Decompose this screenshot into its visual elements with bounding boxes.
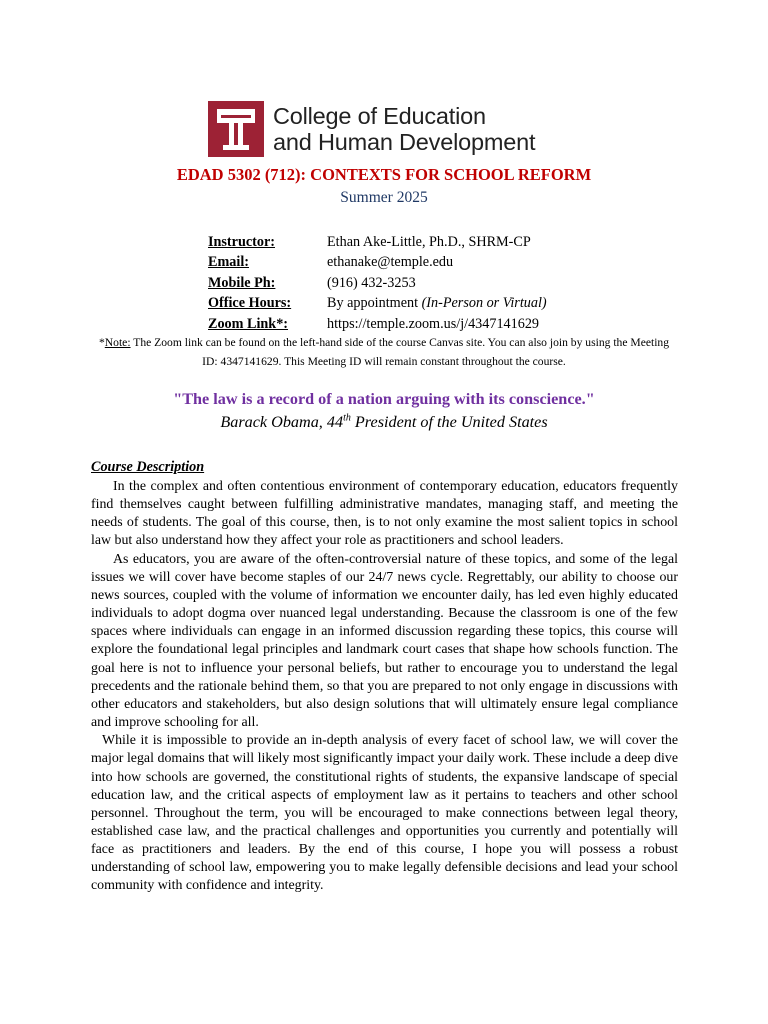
- college-logo: [208, 101, 535, 157]
- description-paragraph: In the complex and often contentious environment of contemporary education, educators frequently find themselves caught between fulfilling administrative mandates, managing staff, and meeting the needs of students. The goal of this course, then, is to not only examine the most salient topics in school law but also understand how they affect your role as practitioners and school leaders.: [91, 479, 678, 549]
- attribution-name: Barack Obama, 44: [220, 413, 344, 431]
- attribution-superscript: th: [343, 412, 351, 424]
- info-label: Mobile Ph:: [208, 274, 276, 291]
- zoom-note: [94, 334, 674, 371]
- note-asterisk: *: [98, 336, 105, 349]
- info-row-phone: [208, 273, 547, 294]
- phone-number: (916) 432-3253: [327, 274, 416, 291]
- info-label: Instructor:: [208, 233, 275, 250]
- course-term: Summer 2025: [340, 189, 428, 206]
- instructor-name: Ethan Ake-Little, Ph.D., SHRM-CP: [327, 233, 531, 250]
- info-row-instructor: [208, 232, 547, 253]
- temple-t-logo-icon: [208, 101, 264, 157]
- epigraph-attribution: [0, 413, 768, 432]
- section-heading-course-description: Course Description: [91, 459, 205, 475]
- office-hours-mode: (In-Person or Virtual): [421, 295, 547, 312]
- note-label: Note:: [104, 336, 131, 349]
- info-row-zoom: [208, 314, 547, 335]
- college-name-line-2: and Human Development: [273, 129, 536, 155]
- description-paragraph: As educators, you are aware of the often-controversial nature of these topics, and some of the legal issues we will cover have become staples of our 24/7 news cycle. Regrettably, our ability to choose our news sources, coupled with the volume of information we encounter daily, has led even highly educated individuals to adopt dogma over nuanced legal understanding. Because the classroom is one of the few spaces where individuals can engage in an informed discussion regarding these topics, this course will explore the foundational legal principles and landmark court cases that shape how schools function. The goal here is not to influence your personal beliefs, but rather to encourage you to understand the legal precedents and the rationale behind them, so that you are prepared to not only engage in discussions with other educators and stakeholders, but also design solutions that will ultimately ensure legal compliance and improve schooling for all.: [91, 551, 678, 731]
- description-paragraph: While it is impossible to provide an in-depth analysis of every facet of school law, we will cover the major legal domains that will likely most significantly impact your daily work. These include a deep dive into how schools are governed, the constitutional rights of students, the expansive landscape of special education law, and the critical aspects of employment law as it pertains to teachers and other school personnel. Throughout the term, you will be encouraged to make connections between legal theory, established case law, and the practical challenges and opportunities you currently and potentially will face as practitioners and leaders. By the end of this course, I hope you will possess a robust understanding of school law, empowering you to make legally defensible decisions and lead your school community with confidence and integrity.: [91, 733, 678, 894]
- note-text: The Zoom link can be found on the left-hand side of the course Canvas site. You can also join by using the Meeting ID: 4347141629. This Meeting ID will remain constant throughout the course.: [130, 336, 670, 368]
- epigraph-quote: "The law is a record of a nation arguing with its conscience.": [173, 390, 595, 408]
- info-row-office-hours: [208, 294, 547, 315]
- info-row-email: [208, 253, 547, 274]
- attribution-title: President of the United States: [350, 413, 548, 431]
- email-link[interactable]: ethanake@temple.edu: [327, 254, 454, 271]
- info-label: Email:: [208, 254, 249, 271]
- office-hours-value: [327, 295, 547, 312]
- instructor-info: [208, 232, 547, 335]
- zoom-link[interactable]: https://temple.zoom.us/j/4347141629: [327, 315, 540, 332]
- college-name-line-1: College of Education: [273, 103, 486, 129]
- office-hours-text: By appointment: [327, 295, 422, 312]
- course-title: EDAD 5302 (712): CONTEXTS FOR SCHOOL REFORM: [176, 165, 592, 184]
- info-label: Zoom Link*:: [208, 315, 289, 332]
- info-label: Office Hours:: [208, 295, 292, 312]
- college-name: [273, 103, 535, 155]
- course-description-body: [91, 478, 678, 896]
